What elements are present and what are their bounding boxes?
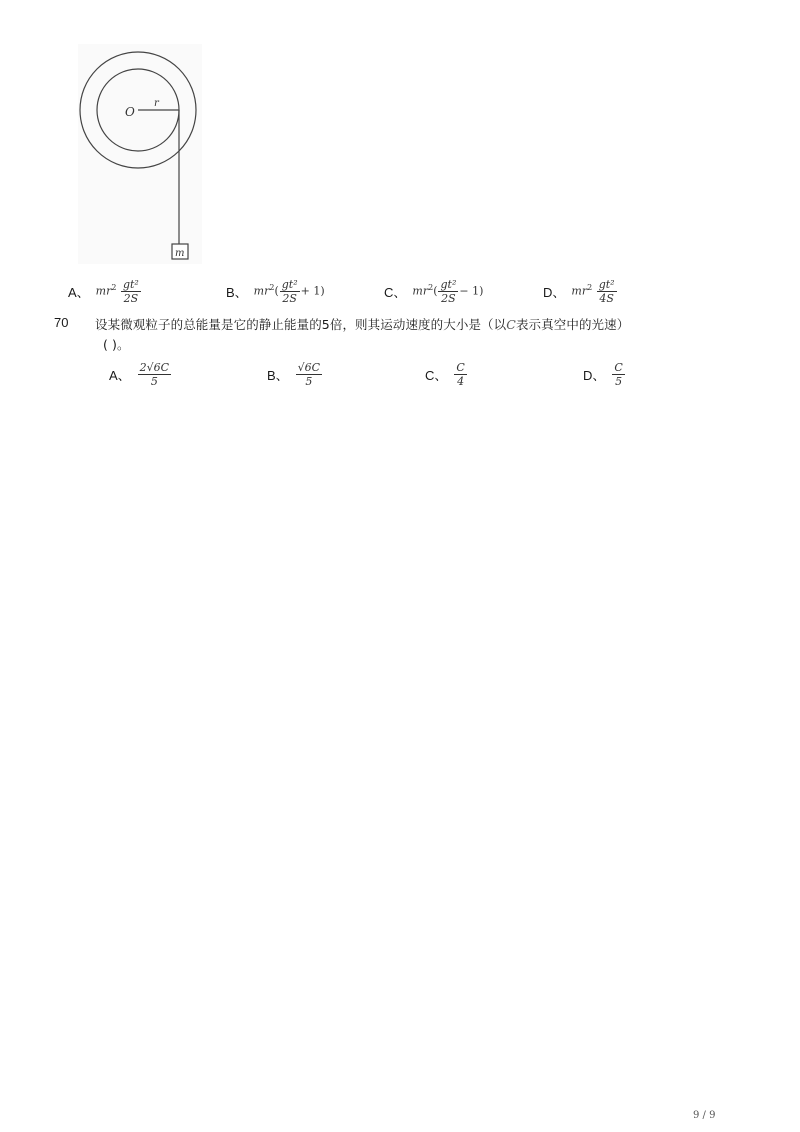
option-numerator: √6C [297, 361, 321, 374]
option-denominator: 4 [457, 375, 465, 388]
option-letter: D、 [543, 285, 566, 300]
option-denominator: 4S [599, 292, 614, 305]
option-exponent: 2 [587, 282, 593, 292]
option-exponent: 2 [111, 282, 117, 292]
question-text [95, 315, 629, 333]
option-letter: C、 [384, 285, 407, 300]
option-denominator: 5 [150, 375, 158, 388]
option-exponent: 2 [428, 282, 434, 292]
option-numerator: C [614, 361, 623, 374]
option-tail: − 1) [459, 284, 484, 298]
option-denominator: 2S [282, 292, 297, 305]
option-letter: C、 [425, 368, 448, 383]
option-letter: B、 [226, 285, 248, 300]
question-text-after: 表示真空中的光速） [515, 317, 630, 332]
q70-option-b[interactable] [267, 361, 323, 388]
q70-option-d[interactable] [583, 361, 626, 388]
option-prefix: mr [253, 284, 270, 298]
q69-option-a[interactable] [68, 278, 142, 305]
option-tail: + 1) [300, 284, 325, 298]
option-prefix: mr [412, 284, 429, 298]
option-open-paren: ( [433, 284, 438, 298]
q69-option-c[interactable] [384, 278, 483, 305]
option-denominator: 2S [123, 292, 139, 305]
answer-blank: ( )。 [103, 337, 130, 352]
mass-label: m [175, 248, 185, 259]
option-numerator: 2√6C [139, 361, 170, 374]
option-numerator: gt² [281, 278, 298, 291]
option-prefix: mr [571, 284, 588, 298]
option-denominator: 5 [615, 375, 623, 388]
option-numerator: gt² [122, 278, 139, 291]
q69-option-b[interactable] [226, 278, 325, 305]
radius-label: r [154, 98, 159, 109]
page-number: 9 / 9 [693, 1110, 716, 1121]
option-prefix: mr [95, 284, 112, 298]
option-letter: A、 [109, 368, 131, 383]
q70-option-c[interactable] [425, 361, 468, 388]
option-letter: D、 [583, 368, 606, 383]
question-text-before: 设某微观粒子的总能量是它的静止能量的5倍，则其运动速度的大小是（以 [95, 317, 507, 332]
option-denominator: 2S [441, 292, 456, 305]
option-letter: B、 [267, 368, 289, 383]
option-numerator: gt² [440, 278, 457, 291]
q70-option-a[interactable] [109, 361, 172, 388]
option-open-paren: ( [274, 284, 279, 298]
q69-option-d[interactable] [543, 278, 618, 305]
pulley-diagram [78, 44, 202, 264]
option-numerator: gt² [598, 278, 615, 291]
option-numerator: C [456, 361, 465, 374]
pulley-figure [78, 44, 202, 264]
speed-of-light-symbol: C [506, 317, 516, 332]
question-number: 70 [54, 315, 69, 330]
option-exponent: 2 [269, 282, 275, 292]
option-denominator: 5 [305, 375, 313, 388]
option-letter: A、 [68, 285, 90, 300]
center-label: O [125, 105, 135, 119]
